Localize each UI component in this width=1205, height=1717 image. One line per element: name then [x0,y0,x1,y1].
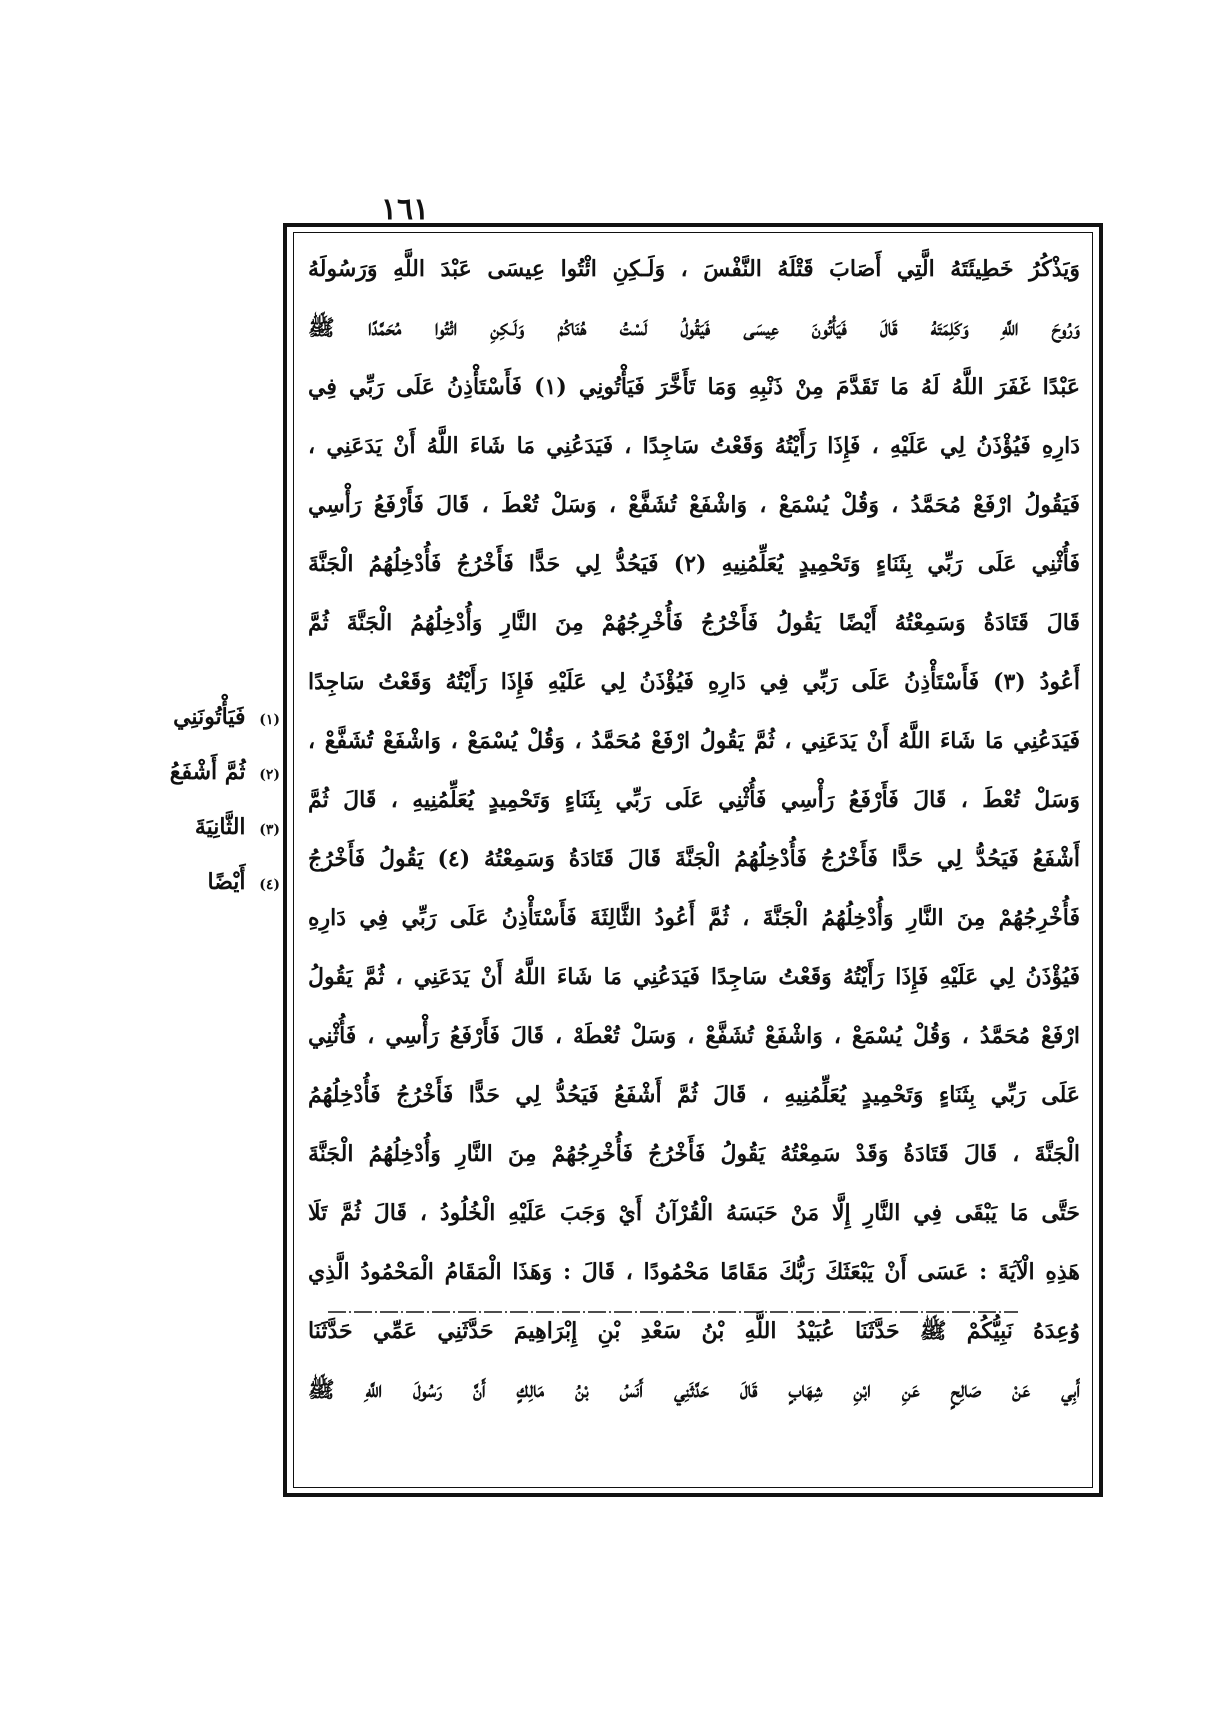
text-line: وُعِدَهُ نَبِيُّكُمْ ﷺ حَدَّثَنَا عُبَيْدُ اللَّهِ بْنُ سَعْدِ بْنِ إِبْرَاهِيمَ حَدَّثَنِي عَمِّي حَدَّثَنَا [308,1318,1080,1344]
text-line: فَأُثْنِي عَلَى رَبِّي بِثَنَاءٍ وَتَحْمِيدٍ يُعَلِّمُنِيهِ (٢) فَيَحُدُّ لِي حَدًّا فَأَخْرُجُ فَأُدْخِلُهُمُ الْجَنَّةَ [308,551,1080,577]
text-line: أَعُودُ (٣) فَأَسْتَأْذِنُ عَلَى رَبِّي فِي دَارِهِ فَيُؤْذَنُ لِي عَلَيْهِ فَإِذَا رَأَيْتُهُ وَقَعْتُ سَاجِدًا [308,669,1080,695]
text-line: أَشْفَعُ فَيَحُدُّ لِي حَدًّا فَأَخْرُجُ فَأُدْخِلُهُمُ الْجَنَّةَ قَالَ قَتَادَةُ وَسَمِعْتُهُ (٤) يَقُولُ فَأَخْرُجُ [308,846,1080,872]
margin-note-text: الثَّانِيَةَ [194,814,246,840]
text-line: عَبْدًا غَفَرَ اللَّهُ لَهُ مَا تَقَدَّمَ مِنْ ذَنْبِهِ وَمَا تَأَخَّرَ فَيَأْتُونِي (١) فَأَسْتَأْذِنُ عَلَى رَبِّي فِي [308,374,1080,400]
margin-note-text: فَيَأْتُونَنِي [173,704,246,730]
margin-note-text: أَيْضًا [207,869,246,895]
text-line: وَسَلْ تُعْطَ ، قَالَ فَأَرْفَعُ رَأْسِي فَأُثْنِي عَلَى رَبِّي بِثَنَاءٍ وَتَحْمِيدٍ يُعَلِّمُنِيهِ ، قَالَ ثُمَّ [308,787,1080,813]
margin-note-text: ثُمَّ أَشْفَعُ [169,759,246,785]
margin-note [169,745,280,800]
text-line: هَذِهِ الْآيَةَ : عَسَى أَنْ يَبْعَثَكَ رَبُّكَ مَقَامًا مَحْمُودًا ، قَالَ : وَهَذَا الْمَقَامُ الْمَحْمُودُ الَّذِي [308,1259,1080,1285]
text-line: دَارِهِ فَيُؤْذَنُ لِي عَلَيْهِ ، فَإِذَا رَأَيْتُهُ وَقَعْتُ سَاجِدًا ، فَيَدَعُنِي مَا شَاءَ اللَّهُ أَنْ يَدَعَنِي ، [308,433,1080,459]
text-line: الْجَنَّةَ ، قَالَ قَتَادَةُ وَقَدْ سَمِعْتُهُ يَقُولُ فَأَخْرُجُ فَأُخْرِجُهُمْ مِنَ النَّارِ وَأُدْخِلُهُمُ الْجَنَّةَ [308,1141,1080,1167]
margin-note-number: (١) [259,712,280,728]
text-line: حَتَّى مَا يَبْقَى فِي النَّارِ إِلَّا مَنْ حَبَسَهُ الْقُرْآنُ أَيْ وَجَبَ عَلَيْهِ الْخُلُودُ ، قَالَ ثُمَّ تَلَا [308,1200,1080,1226]
text-line: ارْفَعْ مُحَمَّدُ ، وَقُلْ يُسْمَعْ ، وَاشْفَعْ تُشَفَّعْ ، وَسَلْ تُعْطَهْ ، قَالَ فَأَرْفَعُ رَأْسِي ، فَأُثْنِي [308,1023,1080,1049]
text-line: وَرُوحَ اللَّهِ وَكَلِمَتَهُ قَالَ فَيَأْتُونَ عِيسَى فَيَقُولُ لَسْتُ هُنَاكُمْ وَلَـكِنِ ائْتُوا مُحَمَّدًا ﷺ [308,315,1080,341]
text-line: قَالَ قَتَادَةُ وَسَمِعْتُهُ أَيْضًا يَقُولُ فَأَخْرُجُ فَأُخْرِجُهُمْ مِنَ النَّارِ وَأُدْخِلُهُمُ الْجَنَّةَ ثُمَّ [308,610,1080,636]
text-line: فَأُخْرِجُهُمْ مِنَ النَّارِ وَأُدْخِلُهُمُ الْجَنَّةَ ، ثُمَّ أَعُودُ الثَّالِثَةَ فَأَسْتَأْذِنُ عَلَى رَبِّي فِي دَارِهِ [308,905,1080,931]
page-number: ١٦١ [380,192,430,227]
margin-note [175,690,280,745]
margin-notes [169,690,280,910]
text-line: فَيَقُولُ ارْفَعْ مُحَمَّدُ ، وَقُلْ يُسْمَعْ ، وَاشْفَعْ تُشَفَّعْ ، وَسَلْ تُعْطَ ، قَالَ فَأَرْفَعُ رَأْسِي [308,492,1080,518]
text-line: فَيَدَعُنِي مَا شَاءَ اللَّهُ أَنْ يَدَعَنِي ، ثُمَّ يَقُولُ ارْفَعْ مُحَمَّدُ ، وَقُلْ يُسْمَعْ ، وَاشْفَعْ تُشَفَّعْ ، [308,728,1080,754]
margin-note-number: (٤) [259,877,280,893]
text-line: وَيَذْكُرُ خَطِيئَتَهُ الَّتِي أَصَابَ قَتْلَهُ النَّفْسَ ، وَلَـكِنِ ائْتُوا عِيسَى عَبْدَ اللَّهِ وَرَسُولَهُ [308,256,1080,282]
text-line: أَبِي عَنْ صَالِحٍ عَنِ ابْنِ شِهَابٍ قَالَ حَدَّثَنِي أَنَسُ بْنُ مَالِكٍ أَنَّ رَسُولَ اللَّهِ ﷺ [308,1377,1080,1403]
main-text-block [308,240,1080,1420]
verse-overline [328,1308,1018,1316]
text-line: عَلَى رَبِّي بِثَنَاءٍ وَتَحْمِيدٍ يُعَلِّمُنِيهِ ، قَالَ ثُمَّ أَشْفَعُ فَيَحُدُّ لِي حَدًّا فَأَخْرُجُ فَأُدْخِلُهُمُ [308,1082,1080,1108]
margin-note [175,855,280,910]
text-line: فَيُؤْذَنُ لِي عَلَيْهِ فَإِذَا رَأَيْتُهُ وَقَعْتُ سَاجِدًا فَيَدَعُنِي مَا شَاءَ اللَّهُ أَنْ يَدَعَنِي ، ثُمَّ يَقُولُ [308,964,1080,990]
margin-note-number: (٣) [259,822,280,838]
margin-note-number: (٢) [259,767,280,783]
margin-note [175,800,280,855]
